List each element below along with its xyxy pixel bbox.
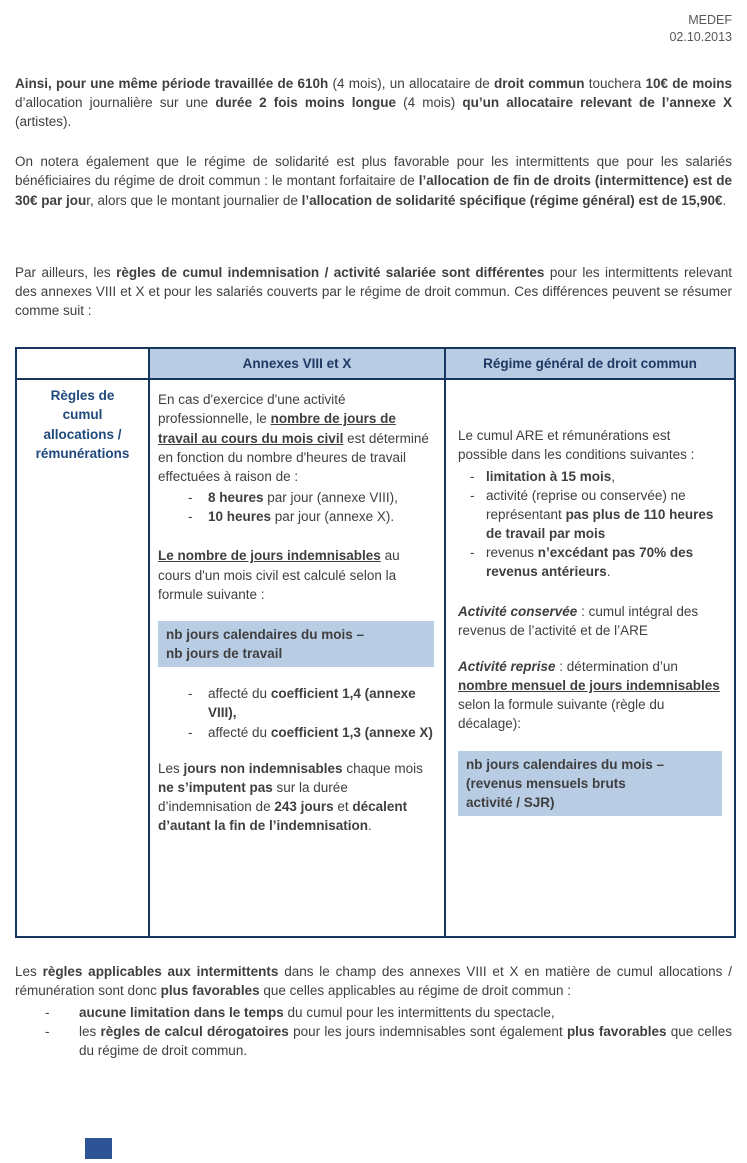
text-run: Le cumul ARE et rémunérations est possible dans les conditions suivantes :	[458, 428, 695, 463]
cell-paragraph	[458, 426, 722, 464]
dash-bullet: -	[45, 1023, 50, 1039]
cell-paragraph	[458, 657, 722, 734]
dash-bullet: -	[470, 487, 475, 503]
list-item	[43, 1003, 732, 1022]
cell-paragraph	[458, 602, 722, 640]
list-item	[182, 507, 434, 526]
text-run: On notera également que le régime de solidarité est plus favorable pour les intermittents que pour les salariés bénéficiaires du régime de droit commun : le montant forfaitaire de	[15, 154, 732, 189]
text-run: r, alors que le montant journalier de	[86, 192, 302, 208]
text-run: Les	[15, 964, 43, 980]
text-run: plus favorables	[160, 983, 260, 999]
text-run: nb jours de travail	[166, 646, 283, 662]
text-run: ne s’imputent pas	[158, 779, 273, 795]
table-body-row	[16, 379, 735, 937]
text-run: que celles applicables au régime de droit commun :	[259, 983, 572, 999]
document-header	[15, 12, 732, 46]
dash-bullet: -	[188, 724, 193, 740]
table-header-annexes: Annexes VIII et X	[149, 348, 445, 379]
text-run: et	[333, 798, 353, 814]
text-run: par jour (annexe X).	[271, 509, 395, 525]
text-run: pas plus de 110 heures de travail par mois	[486, 506, 714, 542]
text-run: chaque mois	[342, 760, 423, 776]
text-run: Activité reprise	[458, 658, 556, 674]
text-run: limitation à 15 mois	[486, 468, 612, 484]
list-item-text	[208, 488, 434, 507]
text-run: nombre de jours de travail au cours du mois civil	[158, 411, 396, 446]
text-run: activité / SJR)	[466, 794, 555, 810]
text-run: règles applicables aux intermittents	[42, 964, 279, 980]
text-run: n’excédant pas 70% des revenus antérieurs	[486, 545, 694, 580]
text-run: durée 2 fois moins longue	[215, 94, 397, 110]
list-item-text	[208, 684, 434, 722]
text-run: règles de calcul dérogatoires	[100, 1023, 289, 1039]
intro-paragraph-2	[15, 152, 732, 209]
text-run: .	[722, 192, 727, 208]
dash-list	[458, 467, 722, 582]
dash-list	[158, 488, 434, 526]
comparison-table	[15, 347, 736, 938]
text-run: dans le champ des annexes VIII et X en matière de cumul allocations / rémunération sont donc	[15, 964, 732, 999]
text-run: nb jours calendaires du mois –	[166, 626, 365, 642]
text-run: ,	[611, 468, 616, 484]
dash-bullet: -	[470, 468, 475, 484]
text-run: rémunérations	[35, 445, 130, 461]
text-run: aucune limitation dans le temps	[79, 1004, 284, 1020]
text-run: cumul	[62, 407, 103, 423]
text-run: l’allocation de solidarité spécifique (régime général) est de 15,90€	[301, 192, 723, 208]
text-run: 8 heures	[208, 490, 264, 506]
text-run: décalent d’autant la fin de l’indemnisation	[158, 798, 408, 834]
row-label	[23, 386, 142, 463]
text-run: : détermination d’un	[555, 658, 678, 674]
text-run: Par ailleurs, les	[15, 264, 117, 280]
text-run: Les	[158, 760, 184, 776]
text-run: (revenus mensuels bruts	[466, 775, 626, 791]
cell-paragraph	[158, 390, 434, 486]
text-run: qu’un allocataire relevant de l’annexe X	[462, 94, 733, 110]
text-run: activité (reprise ou conservée) ne représentant	[486, 487, 686, 522]
list-item-text	[79, 1022, 732, 1060]
text-run: affecté du	[208, 686, 271, 702]
intro-paragraph-3	[15, 263, 732, 320]
text-run: touchera	[584, 75, 646, 91]
text-run: coefficient 1,3 (annexe X)	[270, 724, 433, 740]
intro-paragraph-1	[15, 74, 732, 131]
row-label-cell	[16, 379, 149, 937]
table-header-regime-general: Régime général de droit commun	[445, 348, 735, 379]
table-header-row	[16, 348, 735, 379]
formula-highlight-box	[158, 621, 434, 667]
list-item	[464, 467, 722, 486]
text-run: plus favorables	[566, 1023, 667, 1039]
dash-bullet: -	[188, 490, 193, 506]
list-item-text	[486, 543, 722, 581]
regime-general-cell	[445, 379, 735, 937]
text-run: coefficient 1,4 (annexe VIII),	[208, 686, 416, 721]
text-run: au cours d'un mois civil est calculé selon la formule suivante :	[158, 548, 400, 602]
text-run: 10€ de moins	[645, 75, 732, 91]
text-run: selon la formule suivante (règle du décalage):	[458, 697, 665, 732]
text-run: (4 mois)	[396, 94, 463, 110]
text-run: pour les jours indemnisables sont également	[288, 1023, 567, 1039]
list-item	[43, 1022, 732, 1060]
list-item	[182, 684, 434, 722]
text-run: pour les intermittents relevant des annexes VIII et X et pour les salariés couverts par le régime de droit commun. Ces différences peuvent se résumer comme suit :	[15, 264, 732, 318]
list-item-text	[208, 723, 434, 742]
text-run: du cumul pour les intermittents du spectacle,	[283, 1004, 555, 1020]
annexes-viii-x-cell	[149, 379, 445, 937]
list-item-text	[208, 507, 434, 526]
text-run: 243 jours	[274, 798, 334, 814]
text-run: nb jours calendaires du mois –	[466, 756, 665, 772]
text-run: nombre mensuel de jours indemnisables	[458, 678, 720, 694]
list-item	[182, 723, 434, 742]
text-run: d’allocation journalière sur une	[15, 94, 216, 110]
text-run: Ainsi, pour une même période travaillée de 610h	[15, 75, 329, 91]
text-run: les	[79, 1023, 101, 1039]
list-item	[464, 486, 722, 543]
conclusion-list	[15, 1003, 732, 1060]
list-item	[464, 543, 722, 581]
list-item-text	[486, 486, 722, 543]
dash-bullet: -	[470, 545, 475, 561]
dash-bullet: -	[188, 686, 193, 702]
document-date: 02.10.2013	[669, 29, 732, 44]
cell-paragraph	[158, 759, 434, 836]
dash-bullet: -	[45, 1004, 50, 1020]
list-item-text	[486, 467, 722, 486]
text-run: l’allocation de fin de droits (intermittence) est de 30€ par jou	[15, 173, 732, 208]
text-run: (4 mois), un allocataire de	[328, 75, 494, 91]
text-run: par jour (annexe VIII),	[263, 490, 398, 506]
text-run: allocations /	[43, 426, 122, 442]
text-run: jours non indemnisables	[183, 760, 343, 776]
text-run: revenus	[486, 545, 538, 561]
page-footer-box	[85, 1138, 112, 1159]
text-run: .	[606, 564, 611, 580]
text-run: affecté du	[208, 724, 271, 740]
text-run: Activité conservée	[458, 603, 578, 619]
list-item	[182, 488, 434, 507]
list-item-text	[79, 1003, 732, 1022]
text-run: : cumul intégral des revenus de l’activité et de l’ARE	[458, 603, 699, 638]
text-run: Règles de	[50, 388, 115, 404]
text-run: droit commun	[493, 75, 585, 91]
conclusion-paragraph	[15, 962, 732, 1000]
text-run: .	[368, 818, 372, 834]
formula-highlight-box	[458, 751, 722, 816]
dash-bullet: -	[188, 509, 193, 525]
org-name: MEDEF	[688, 13, 732, 27]
dash-list	[158, 684, 434, 741]
text-run: (artistes).	[15, 114, 72, 130]
text-run: est déterminé en fonction du nombre d'heures de travail effectuées à raison de :	[158, 430, 429, 484]
table-header-spacer	[16, 348, 149, 379]
text-run: sur la durée d’indemnisation de	[158, 779, 348, 814]
text-run: En cas d'exercice d'une activité professionnelle, le	[158, 392, 346, 427]
cell-paragraph	[158, 546, 434, 603]
text-run: 10 heures	[208, 509, 272, 525]
text-run: que celles du régime de droit commun.	[79, 1023, 732, 1058]
text-run: Le nombre de jours indemnisables	[158, 548, 381, 564]
text-run: règles de cumul indemnisation / activité salariée sont différentes	[116, 264, 545, 280]
